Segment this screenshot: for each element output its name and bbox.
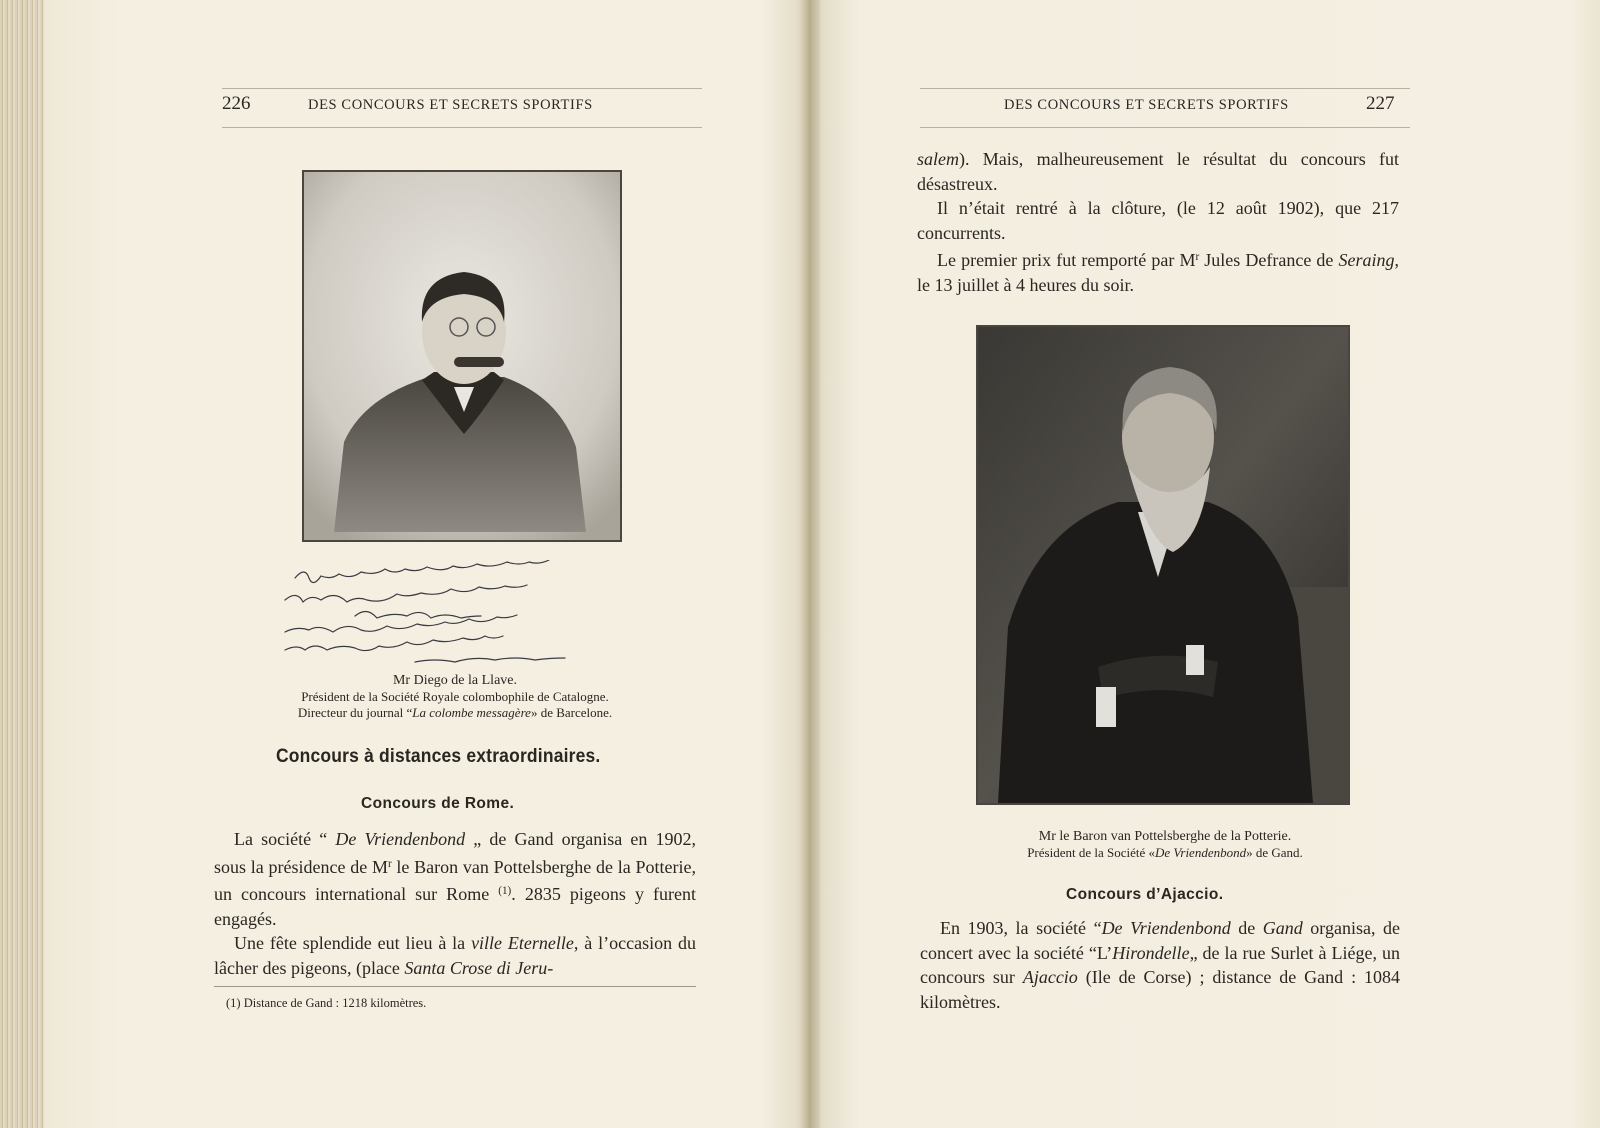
running-title: DES CONCOURS ET SECRETS SPORTIFS — [1004, 97, 1289, 113]
italic-text: salem — [917, 149, 959, 169]
section-heading: Concours à distances extraordinaires. — [276, 746, 601, 767]
right-portrait-caption — [930, 829, 1400, 861]
text: Jules Defrance de — [1199, 250, 1339, 271]
text: , le 13 juillet à 4 heures du soir. — [917, 250, 1399, 295]
text: . 2835 pigeons y furent engagés. — [214, 884, 696, 929]
text: , à l’occasion du lâcher des pigeons, (place — [214, 933, 696, 978]
text: Le premier prix fut remporté par M — [937, 250, 1196, 271]
text: ). Mais, malheureusement le résultat du concours fut désastreux. — [917, 149, 1399, 194]
caption-line: Président de la Société Royale colombophile de Catalogne. — [301, 689, 609, 704]
caption-name: Mr Diego de la Llave. — [392, 673, 517, 688]
italic-text: Gand — [1262, 918, 1303, 938]
footnote-ref: (1) — [498, 885, 512, 898]
left-header — [222, 88, 702, 128]
text: le Baron van Pottelsberghe de la Potterie, un concours international sur Rome — [214, 856, 697, 905]
text: de — [1230, 918, 1263, 938]
left-portrait-caption — [230, 673, 680, 721]
portrait-photo-icon — [304, 172, 620, 540]
italic-text: Hirondelle — [1112, 942, 1190, 963]
caption-line — [230, 705, 680, 721]
text: „ de la rue Surlet à Liége, un concours sur — [920, 942, 1400, 987]
paragraph: Il n’était rentré à la clôture, (le 12 août 1902), que 217 concurrents. — [917, 198, 1399, 243]
subsection-heading: Concours d’Ajaccio. — [1066, 886, 1224, 903]
superscript: r — [387, 857, 392, 870]
caption-line — [930, 845, 1400, 861]
italic-text: De Vriendenbond — [335, 829, 466, 849]
footnote: (1) Distance de Gand : 1218 kilomètres. — [226, 996, 427, 1010]
text: La société “ — [234, 829, 336, 849]
running-title: DES CONCOURS ET SECRETS SPORTIFS — [308, 97, 593, 113]
paragraph — [917, 147, 1399, 196]
subsection-heading: Concours de Rome. — [361, 795, 515, 812]
right-body-text-top — [917, 147, 1399, 297]
right-body-text-bottom — [920, 916, 1400, 1014]
caption-text: » de Gand. — [1246, 845, 1303, 860]
caption-text: » de Barcelone. — [530, 705, 613, 720]
page-edges — [0, 0, 44, 1128]
paragraph — [917, 245, 1399, 297]
italic-text: Santa Crose di Jeru- — [404, 957, 554, 978]
italic-text: Ajaccio — [1022, 967, 1078, 987]
italic-text: ville Eternelle — [471, 933, 574, 954]
left-body-text — [214, 827, 696, 980]
text: „ de Gand organisa en 1902, sous la présidence de M — [214, 829, 696, 877]
paragraph — [214, 931, 696, 980]
caption-name: Mr le Baron van Pottelsberghe de la Potterie. — [1038, 829, 1292, 844]
caption-italic: De Vriendenbond — [1155, 845, 1247, 860]
footnote-rule — [214, 986, 696, 987]
page-number: 226 — [222, 93, 251, 114]
caption-text: Président de la Société « — [1027, 845, 1155, 860]
caption-text: Directeur du journal “ — [297, 705, 413, 720]
text: En 1903, la société “ — [940, 918, 1102, 938]
right-page — [810, 0, 1600, 1128]
paragraph — [214, 827, 696, 931]
handwritten-dedication — [275, 560, 655, 670]
text: (Ile de Corse) ; distance de Gand : 1084 kilomètres. — [920, 967, 1400, 1012]
caption-italic: La colombe messagère — [412, 705, 531, 720]
text: organisa, de concert avec la société “L’ — [920, 918, 1400, 963]
portrait-photo-icon — [978, 327, 1348, 803]
superscript: r — [1195, 251, 1200, 263]
text: Une fête splendide eut lieu à la — [234, 933, 472, 954]
book-gutter — [800, 0, 820, 1128]
right-header — [920, 88, 1410, 128]
page-number: 227 — [1366, 93, 1395, 114]
italic-text: Seraing — [1338, 250, 1395, 271]
portrait-baron-van-pottelsberghe — [976, 325, 1350, 805]
portrait-diego-de-la-llave — [302, 170, 622, 542]
italic-text: De Vriendenbond — [1101, 918, 1231, 938]
paragraph — [920, 916, 1400, 1014]
